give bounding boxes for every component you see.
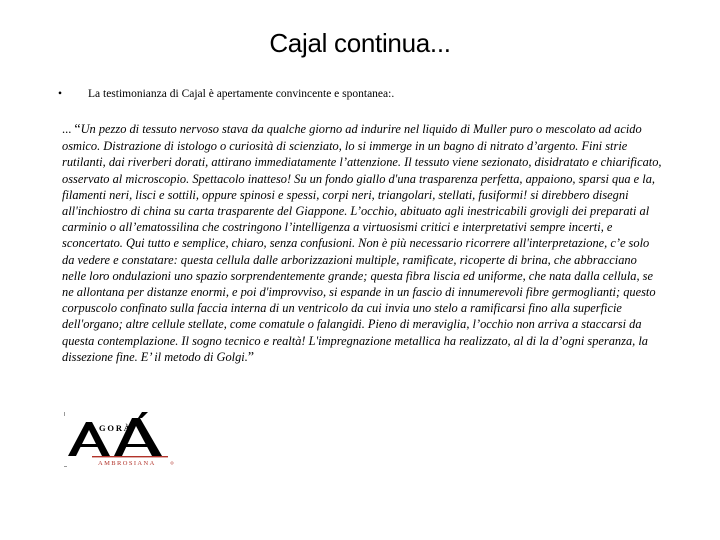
- cajal-quote: [62, 121, 662, 366]
- agora-ambrosiana-logo: [62, 410, 182, 472]
- logo-bottom-text: AMBROSIANA: [98, 460, 156, 467]
- quote-text: Un pezzo di tessuto nervoso stava da qualche giorno ad indurire nel liquido di Muller puro o mescolato ad acido osmico. Distrazione di istologo o curiosità di scienziato, lo si immerge in un bagno di nitrato d’argento. Fini strie rutilanti, dai riverberi dorati, attirano immediatamente l’attenzione. Il tessuto viene sezionato, disidratato e chiarificato, osservato al microscopio. Spettacolo inatteso! Su un fondo giallo d'una trasparenza perfetta, appaiono, sparsi qua e la, filamenti neri, lisci e sottili, oppure spinosi e spessi, corpi neri, triangolari, stellati, fusiformi! si direbbero disegni all'inchiostro di china su carta trasparente del Giappone. L’occhio, abituato agli inestricabili grovigli dei preparati al carminio o all’ematossilina che costringono l’intelligenza a virtuosismi critici e interpretativi sempre incerti, e sconcertato. Qui tutto e semplice, chiaro, senza confusioni. Non è più necessario ricorrere all'interpretazione, c’e solo da vedere e constatare: questa cellula dalle arborizzazioni multiple, ramificate, ricoperte di brina, che abbracciano nelle loro ondulazioni uno spazio sorprendentemente grande; questa fibra liscia ed uniforme, che nata dalla cellula, se ne allontana per distanze enormi, e poi d'improvviso, si espande in un fascio di innumerevoli fibre germoglianti; questo corpuscolo confinato sulla faccia interna di un ventricolo da cui invia uno stelo a ramificarsi fino alla superficie dell'organo; altre cellule stellate, come comatule o falangidi. Pieno di meraviglia, l’occhio non arriva a staccarsi da questa contemplazione. Il sogno tecnico e realtà! L'impregnazione metallica ha realizzato, al di la d’ogni speranza, la dissezione fine. E’ il metodo di Golgi.: [62, 122, 662, 364]
- bullet-marker: •: [58, 88, 63, 100]
- quote-prefix: ...: [62, 122, 75, 136]
- slide-title: Cajal continua...: [269, 28, 451, 58]
- logo-mark-icon: [62, 410, 182, 472]
- logo-top-text: GORÀ: [99, 423, 132, 433]
- bullet-text: La testimonianza di Cajal è apertamente convincente e spontanea:.: [88, 88, 395, 100]
- quote-close-mark: ”: [247, 349, 255, 365]
- quote-open-mark: “: [74, 122, 81, 137]
- bullet-item: [58, 88, 394, 100]
